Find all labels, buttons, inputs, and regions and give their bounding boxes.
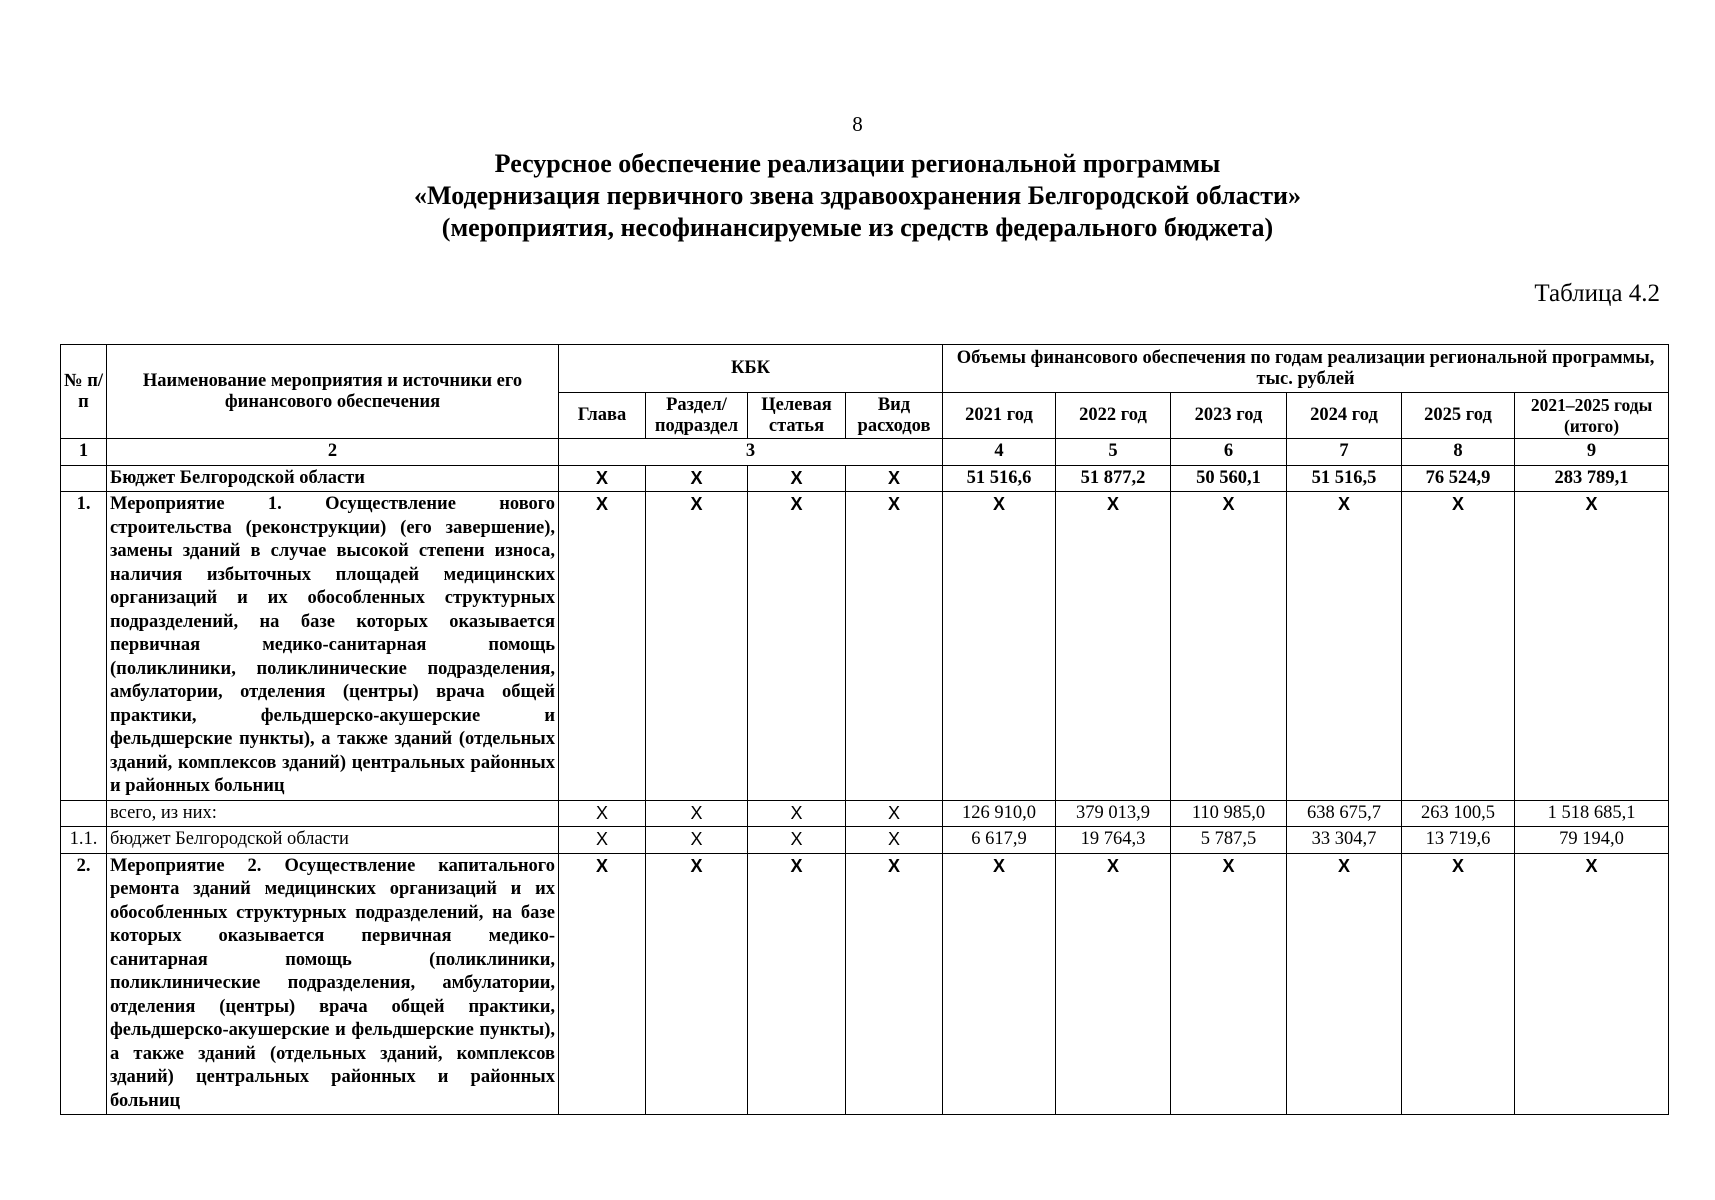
title-line-1: Ресурсное обеспечение реализации региональной программы — [494, 149, 1221, 178]
header-kbk-target: Целевая статья — [748, 393, 846, 439]
row-name: всего, из них: — [107, 800, 559, 827]
value-2025: X — [1402, 853, 1515, 1115]
value-2022: 51 877,2 — [1056, 465, 1171, 492]
value-2025: X — [1402, 492, 1515, 801]
table-row — [61, 800, 1669, 827]
kbk-type: X — [846, 827, 943, 854]
kbk-section: X — [646, 492, 748, 801]
value-2023: X — [1171, 853, 1287, 1115]
title-line-2: «Модернизация первичного звена здравоохранения Белгородской области» — [414, 181, 1301, 210]
table-row — [61, 827, 1669, 854]
table-row — [61, 853, 1669, 1115]
header-name: Наименование мероприятия и источники его финансового обеспечения — [107, 345, 559, 439]
header-year-2024: 2024 год — [1287, 393, 1402, 439]
col-number-7: 7 — [1287, 439, 1402, 466]
kbk-type: X — [846, 492, 943, 801]
kbk-target: X — [748, 800, 846, 827]
value-total: 283 789,1 — [1515, 465, 1669, 492]
header-year-2025: 2025 год — [1402, 393, 1515, 439]
kbk-section: X — [646, 465, 748, 492]
header-num: № п/п — [61, 345, 107, 439]
row-num — [61, 800, 107, 827]
row-num: 1.1. — [61, 827, 107, 854]
value-2021: 6 617,9 — [943, 827, 1056, 854]
value-2022: 19 764,3 — [1056, 827, 1171, 854]
table-row — [61, 465, 1669, 492]
col-number-4: 4 — [943, 439, 1056, 466]
table-row — [61, 492, 1669, 801]
row-name: бюджет Белгородской области — [107, 827, 559, 854]
header-kbk-chapter: Глава — [559, 393, 646, 439]
kbk-target: X — [748, 827, 846, 854]
row-name: Мероприятие 2. Осуществление капитального ремонта зданий медицинских организаций и их обособленных структурных подразделений, на базе которых оказывается первичная медико-санитарная помощь (поликлиники, поликлинические подразделения, амбулатории, отделения (центры) врача общей практики, фельдшерско-акушерские и фельдшерские пункты), а также зданий (отдельных зданий, комплексов зданий) центральных районных и районных больниц — [107, 853, 559, 1115]
kbk-type: X — [846, 465, 943, 492]
kbk-type: X — [846, 853, 943, 1115]
header-kbk-section: Раздел/ подраздел — [646, 393, 748, 439]
resource-table — [60, 344, 1669, 1115]
col-number-1: 1 — [61, 439, 107, 466]
kbk-section: X — [646, 800, 748, 827]
kbk-chapter: X — [559, 492, 646, 801]
kbk-chapter: X — [559, 853, 646, 1115]
value-2022: 379 013,9 — [1056, 800, 1171, 827]
kbk-chapter: X — [559, 827, 646, 854]
value-total: X — [1515, 492, 1669, 801]
kbk-section: X — [646, 853, 748, 1115]
row-name: Бюджет Белгородской области — [107, 465, 559, 492]
header-year-total: 2021–2025 годы (итого) — [1515, 393, 1669, 439]
page-number: 8 — [852, 112, 863, 136]
kbk-target: X — [748, 853, 846, 1115]
title-line-3: (мероприятия, несофинансируемые из средств федерального бюджета) — [441, 213, 1274, 242]
value-2024: X — [1287, 853, 1402, 1115]
header-row-1 — [61, 345, 1669, 393]
value-2025: 13 719,6 — [1402, 827, 1515, 854]
value-2021: X — [943, 853, 1056, 1115]
value-2023: 5 787,5 — [1171, 827, 1287, 854]
row-num — [61, 465, 107, 492]
header-year-2022: 2022 год — [1056, 393, 1171, 439]
col-number-2: 2 — [107, 439, 559, 466]
table-label: Таблица 4.2 — [1534, 280, 1660, 307]
row-num: 2. — [61, 853, 107, 1115]
kbk-target: X — [748, 465, 846, 492]
value-total: X — [1515, 853, 1669, 1115]
value-2023: 110 985,0 — [1171, 800, 1287, 827]
header-year-2021: 2021 год — [943, 393, 1056, 439]
value-2024: 638 675,7 — [1287, 800, 1402, 827]
value-2024: 51 516,5 — [1287, 465, 1402, 492]
value-2025: 263 100,5 — [1402, 800, 1515, 827]
kbk-chapter: X — [559, 800, 646, 827]
value-2022: X — [1056, 492, 1171, 801]
value-2024: 33 304,7 — [1287, 827, 1402, 854]
document-title — [0, 148, 1715, 244]
value-2023: X — [1171, 492, 1287, 801]
col-number-5: 5 — [1056, 439, 1171, 466]
value-2022: X — [1056, 853, 1171, 1115]
value-2024: X — [1287, 492, 1402, 801]
header-year-2023: 2023 год — [1171, 393, 1287, 439]
col-number-3: 3 — [559, 439, 943, 466]
value-2021: X — [943, 492, 1056, 801]
value-2025: 76 524,9 — [1402, 465, 1515, 492]
col-number-8: 8 — [1402, 439, 1515, 466]
value-2023: 50 560,1 — [1171, 465, 1287, 492]
header-kbk-type: Вид расходов — [846, 393, 943, 439]
kbk-target: X — [748, 492, 846, 801]
col-number-6: 6 — [1171, 439, 1287, 466]
header-kbk: КБК — [559, 345, 943, 393]
column-numbers-row — [61, 439, 1669, 466]
row-name: Мероприятие 1. Осуществление нового строительства (реконструкции) (его завершение), замены зданий в случае высокой степени износа, наличия избыточных площадей медицинских организаций и их обособленных структурных подразделений, на базе которых оказывается первичная медико-санитарная помощь (поликлиники, поликлинические подразделения, амбулатории, отделения (центры) врача общей практики, фельдшерско-акушерские и фельдшерские пункты), а также зданий (отдельных зданий, комплексов зданий) центральных районных и районных больниц — [107, 492, 559, 801]
value-total: 1 518 685,1 — [1515, 800, 1669, 827]
value-2021: 126 910,0 — [943, 800, 1056, 827]
row-num: 1. — [61, 492, 107, 801]
value-2021: 51 516,6 — [943, 465, 1056, 492]
value-total: 79 194,0 — [1515, 827, 1669, 854]
kbk-type: X — [846, 800, 943, 827]
kbk-section: X — [646, 827, 748, 854]
col-number-9: 9 — [1515, 439, 1669, 466]
kbk-chapter: X — [559, 465, 646, 492]
header-volumes: Объемы финансового обеспечения по годам реализации региональной программы, тыс. рублей — [943, 345, 1669, 393]
